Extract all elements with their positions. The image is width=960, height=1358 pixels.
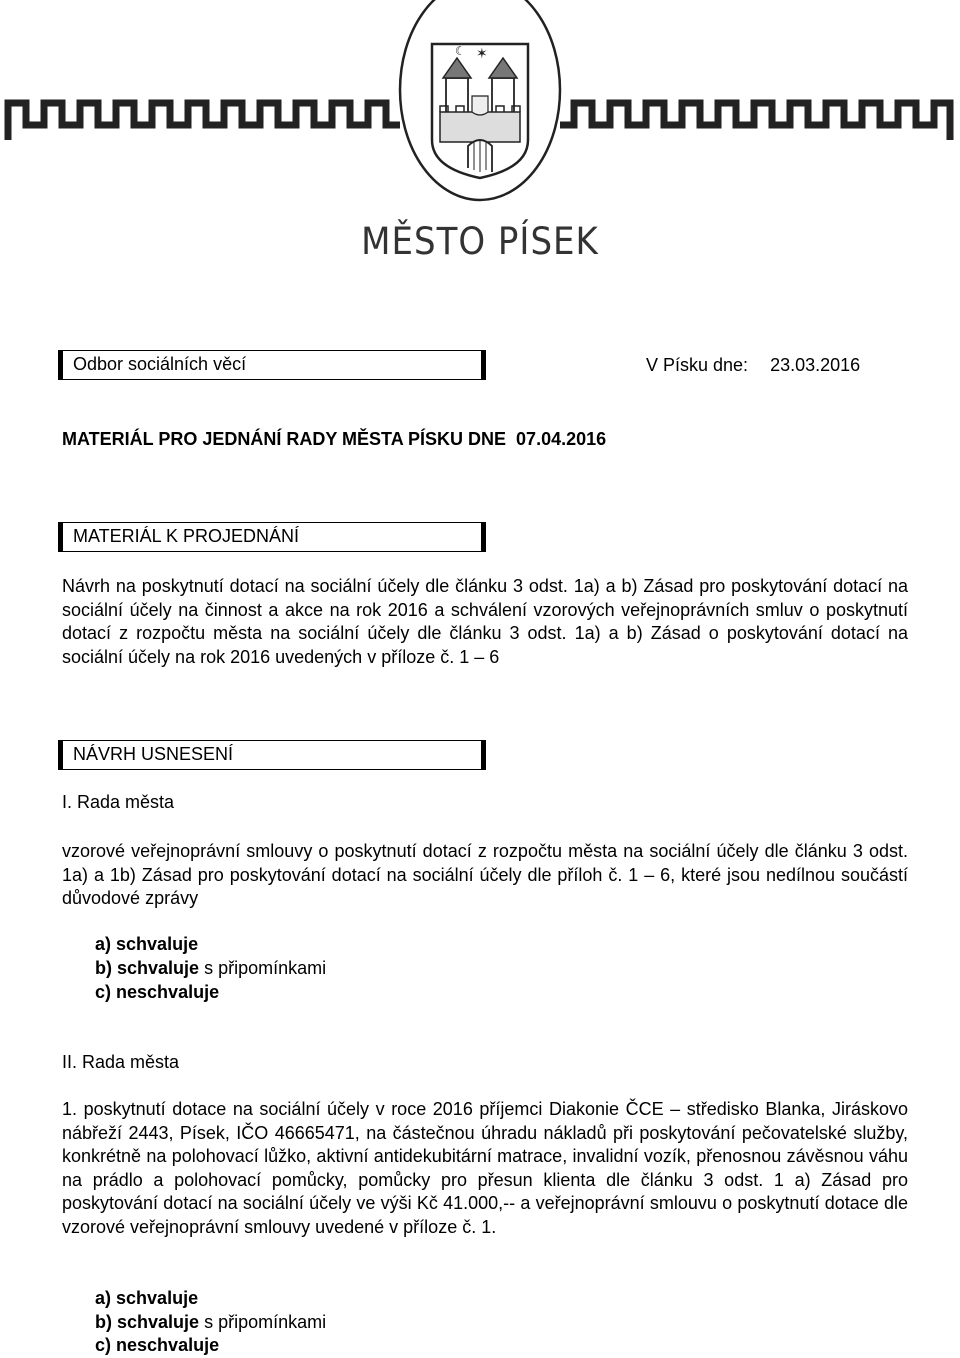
page-title: MATERIÁL PRO JEDNÁNÍ RADY MĚSTA PÍSKU DNE 07.04.2016 xyxy=(62,429,607,449)
part1-option-b: b) schvaluje s připomínkami xyxy=(95,958,327,978)
part2-option-c: c) neschvaluje xyxy=(95,1335,220,1355)
part1-option-a: a) schvaluje xyxy=(95,934,199,954)
section-heading-material: MATERIÁL K PROJEDNÁNÍ xyxy=(58,522,486,552)
department-label: Odbor sociálních věcí xyxy=(73,354,247,374)
part1-text: vzorové veřejnoprávní smlouvy o poskytnutí dotací z rozpočtu města na sociální účely dle článku 3 odst. 1a) a 1b) Zásad pro poskytování dotací na sociální účely dle příloh č. 1 – 6, které jsou nedílnou součástí důvodové zprávy xyxy=(62,841,908,909)
part1-label: I. Rada města xyxy=(62,792,175,812)
date-line xyxy=(646,353,860,377)
city-name: MĚSTO PÍSEK xyxy=(361,220,599,264)
date-label: V Písku dne: xyxy=(646,355,749,375)
part2-text: 1. poskytnutí dotace na sociální účely v roce 2016 příjemci Diakonie ČCE – středisko Blanka, Jiráskovo nábřeží 2443, Písek, IČO 46665471, na částečnou úhradu nákladů při poskytování pečovatelské služby, konkrétně na polohovací lůžko, aktivní antidekubitární matrace, invalidní vozík, přenosnou závěsnou váhu na prádlo a polohovací pomůcky, pomůcky pro přesun klienta dle článku 3 odst. 1 a) Zásad pro poskytování dotací na sociální účely ve výši Kč 41.000,-- a veřejnoprávní smlouvu o poskytnutí dotace dle vzorové veřejnoprávní smlouvy uvedené v příloze č. 1. xyxy=(62,1099,908,1237)
part1-option-c: c) neschvaluje xyxy=(95,982,220,1002)
crenellation-left xyxy=(8,103,400,140)
svg-text:✶: ✶ xyxy=(476,46,488,62)
svg-text:☾: ☾ xyxy=(455,44,466,58)
part2-option-a: a) schvaluje xyxy=(95,1288,199,1308)
part2-option-b: b) schvaluje s připomínkami xyxy=(95,1312,327,1332)
part2-label: II. Rada města xyxy=(62,1052,180,1072)
section-heading-resolution: NÁVRH USNESENÍ xyxy=(58,740,486,770)
department-box xyxy=(58,350,486,380)
section-material-text: Návrh na poskytnutí dotací na sociální účely dle článku 3 odst. 1a) a b) Zásad pro poskytování dotací na sociální účely na činnost a akce na rok 2016 a schválení vzorových veřejnoprávních smluv o poskytnutí dotací z rozpočtu města na sociální účely dle článku 3 odst. 1a) a b) Zásad o poskytování dotací na sociální účely na rok 2016 uvedených v příloze č. 1 – 6 xyxy=(62,576,908,667)
crenellation-right xyxy=(560,103,950,140)
date-value: 23.03.2016 xyxy=(770,355,861,375)
